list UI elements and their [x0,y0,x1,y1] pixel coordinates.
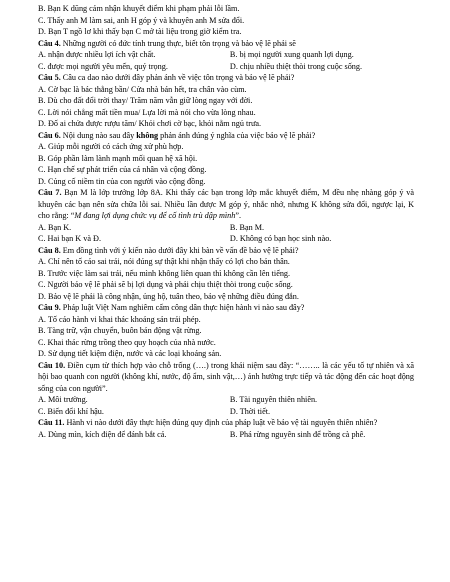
option-q10-a: A. Môi trường. [38,395,88,404]
question-6-text-before: Nội dung nào sau đây [60,130,137,140]
question-5-label: Câu 5. [38,73,61,82]
question-11 [38,417,414,429]
question-7-text: Bạn M là lớp trưởng lớp 8A. Khi thấy các bạn trong lớp mắc khuyết điểm, M đều nhẹ nhàng góp ý và khuyên các bạn nên sửa chữa lỗi sai. Nhiều lần được M góp ý, nhắc nhở, nhưng K không sửa đổi, ngược lại, K cho rằng: “ [38,188,414,220]
option-q3-c: C. Thấy anh M làm sai, anh H góp ý và khuyên anh M sửa đổi. [38,15,245,25]
question-8-text: Em đồng tình với ý kiến nào dưới đây khi bàn về vấn đề bảo vệ lẽ phải? [60,245,299,255]
question-7-text-end: ”. [235,211,242,220]
question-5 [38,72,414,84]
option-q8-c: C. Người bảo vệ lẽ phải sẽ bị lợi dụng và phải chịu thiệt thòi trong cuộc sống. [38,280,293,289]
option-q11-a: A. Dùng mìn, kích điện để đánh bắt cá. [38,429,167,439]
question-4-options-row-1 [38,49,414,61]
option-q6-c: C. Hạn chế sự phát triển của cá nhân và cộng đồng. [38,165,207,174]
question-8 [38,245,414,257]
question-4 [38,38,414,50]
question-11-text: Hành vi nào dưới đây thực hiện đúng quy định của pháp luật về bảo vệ tài nguyên thiên nhiên? [64,418,378,427]
question-11-options-row-1 [38,429,414,441]
option-q7-d: D. Không có bạn học sinh nào. [229,234,332,243]
question-6 [38,130,414,142]
question-4-options-row-2 [38,61,414,73]
question-8-label: Câu 8. [38,245,61,255]
question-9 [38,302,414,314]
option-q10-d: D. Thời tiết. [229,406,271,416]
question-10-text: Điền cụm từ thích hợp vào chỗ trống (….) trong khái niệm sau đây: “…….. là các yếu tố tự nhiên và xã hội bao quanh con người (không khí, nước, độ ẩm, sinh vật,…) ảnh hưởng trực tiếp và tác động đến các hoạt động sống của con người”. [38,360,415,393]
option-q7-c: C. Hai bạn K và Đ. [38,234,101,243]
question-10-options-row-2 [38,406,414,418]
option-q7-b: B. Bạn M. [229,222,265,232]
option-q7-a: A. Bạn K. [38,222,72,232]
option-q3-b: B. Bạn K dũng cảm nhận khuyết điểm khi phạm phải lỗi lầm. [38,4,240,13]
option-q9-c: C. Khai thác rừng trồng theo quy hoạch của nhà nước. [38,337,216,347]
option-q5-a: A. Cờ bạc là bác thằng bần/ Cửa nhà bán hết, tra chân vào cùm. [38,84,247,94]
option-q3-d: D. Bạn T ngồ lơ khi thấy bạn C mở tài liệu trong giờ kiểm tra. [38,27,242,36]
question-11-label: Câu 11. [38,418,65,427]
option-q4-d: D. chịu nhiều thiệt thòi trong cuộc sống. [229,61,363,71]
option-q8-d: D. Bảo vệ lẽ phải là công nhận, ủng hộ, tuân theo, bảo vệ những điều đúng đắn. [38,291,299,301]
question-4-text: Những người có đức tính trung thực, biết tôn trọng và bảo vệ lẽ phải sẽ [60,38,296,48]
option-q4-b: B. bị mọi người xung quanh lợi dụng. [229,50,354,59]
question-9-label: Câu 9. [38,303,61,312]
option-q9-d: D. Sử dụng tiết kiệm điện, nước và các loại khoáng sản. [38,349,222,358]
question-10 [38,360,414,395]
option-q5-b: B. Dù cho đất đổi trời thay/ Trăm năm vẫn giữ lòng ngay với đời. [38,96,253,105]
option-q9-a: A. Tố cáo hành vi khai thác khoáng sản trái phép. [38,314,201,324]
question-7-label: Câu 7. [38,188,62,197]
question-5-text: Câu ca dao nào dưới đây phản ánh về việc tôn trọng và bảo vệ lẽ phải? [60,73,295,82]
option-q5-d: D. Đố ai chửa được rượu tăm/ Khỏi chơi cờ bạc, khỏi nằm ngủ trưa. [38,119,262,128]
question-6-keyword: không [136,130,159,140]
option-q9-b: B. Tàng trữ, vận chuyển, buôn bán động vật rừng. [38,326,202,335]
option-q6-b: B. Góp phần làm lành mạnh mối quan hệ xã hội. [38,153,198,163]
question-10-options-row-1 [38,394,414,406]
question-6-text-after: phản ánh đúng ý nghĩa của việc bảo vệ lẽ phải? [158,130,316,140]
option-q8-b: B. Trước việc làm sai trái, nếu mình không liên quan thì không cần lên tiếng. [38,268,291,278]
question-7 [38,187,414,222]
option-q10-c: C. Biến đổi khí hậu. [38,406,104,416]
option-q11-b: B. Phá rừng nguyên sinh để trồng cà phê. [229,429,366,439]
option-q4-c: C. được mọi người yêu mến, quý trọng. [38,61,168,71]
option-q6-d: D. Củng cố niềm tin của con người vào cộng đồng. [38,176,206,186]
option-q4-a: A. nhận được nhiều lợi ích vật chất. [38,50,156,59]
question-10-label: Câu 10. [38,360,66,370]
question-7-quote: M đang lợi dụng chức vụ để cố tình trù dập mình [74,211,236,220]
question-9-text: Pháp luật Việt Nam nghiêm cấm công dân thực hiện hành vi nào sau đây? [60,303,305,312]
option-q5-c: C. Lời nói chẳng mất tiền mua/ Lựa lời mà nói cho vừa lòng nhau. [38,107,256,117]
question-6-label: Câu 6. [38,130,61,140]
question-4-label: Câu 4. [38,38,61,48]
question-7-options-row-1 [38,222,414,234]
option-q10-b: B. Tài nguyên thiên nhiên. [229,395,318,404]
option-q6-a: A. Giúp mỗi người có cách ứng xử phù hợp. [38,142,184,151]
question-7-options-row-2 [38,233,414,245]
option-q8-a: A. Chỉ nên tố cáo sai trái, nói đúng sự thật khi nhận thấy có lợi cho bản thân. [38,257,290,266]
